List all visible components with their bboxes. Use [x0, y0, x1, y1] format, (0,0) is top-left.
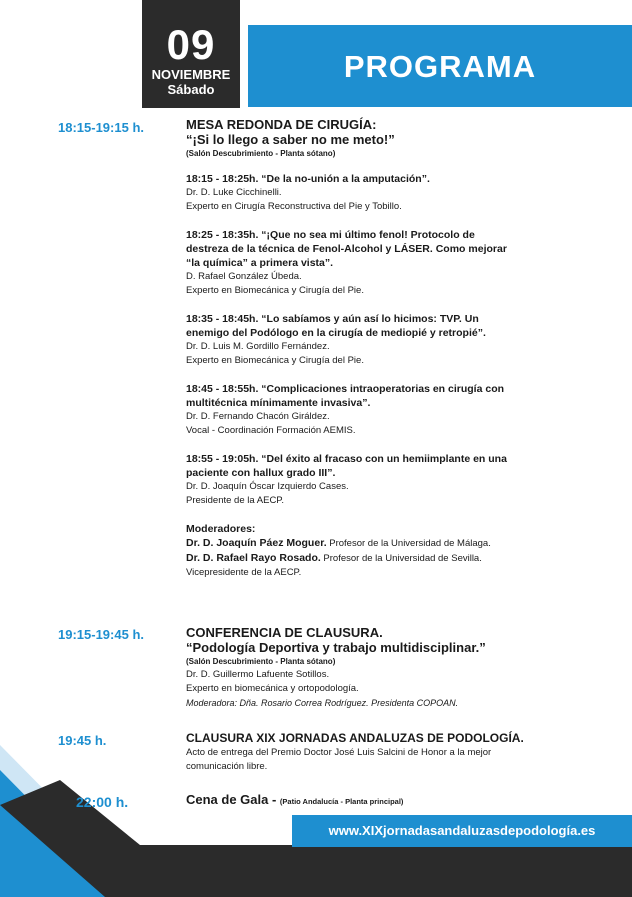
talk-title-line: 18:45 - 18:55h. “Complicaciones intraoperatorias en cirugía con [186, 383, 505, 395]
talk-title-line: 18:15 - 18:25h. “De la no-unión a la amputación”. [186, 173, 430, 185]
talk-title-line: multitécnica mínimamente invasiva”. [186, 397, 371, 409]
talk-speaker: D. Rafael González Úbeda. [186, 271, 302, 282]
page-title: PROGRAMA [343, 49, 537, 84]
talk-role: Vocal - Coordinación Formación AEMIS. [186, 425, 356, 436]
moderator-2-name: Dr. D. Rafael Rayo Rosado. [186, 552, 321, 564]
talk-title-line: 18:25 - 18:35h. “¡Que no sea mi último fenol! Protocolo de [186, 229, 475, 241]
moderator-2-role: Vicepresidente de la AECP. [186, 567, 302, 578]
talk-role: Experto en Cirugía Reconstructiva del Pie y Tobillo. [186, 201, 402, 212]
date-weekday: Sábado [167, 82, 215, 97]
session2-title: CONFERENCIA DE CLAUSURA. [186, 625, 383, 640]
session2-room: (Salón Descubrimiento - Planta sótano) [186, 657, 336, 666]
talk-role: Presidente de la AECP. [186, 495, 285, 506]
talk-title-line: 18:55 - 19:05h. “Del éxito al fracaso con un hemiimplante en una [186, 453, 507, 465]
session2-subtitle: “Podología Deportiva y trabajo multidisciplinar.” [186, 640, 486, 655]
date-day: 09 [166, 21, 216, 68]
session4-time: 22:00 h. [76, 794, 129, 810]
talk-title-line: destreza de la técnica de Fenol-Alcohol y LÁSER. Como mejorar [186, 243, 507, 255]
session3-desc-1: Acto de entrega del Premio Doctor José Luis Salcini de Honor a la mejor [186, 747, 492, 758]
session4-place: (Patio Andalucía - Planta principal) [279, 797, 404, 806]
talk-speaker: Dr. D. Fernando Chacón Giráldez. [186, 411, 330, 422]
talk-speaker: Dr. D. Luis M. Gordillo Fernández. [186, 341, 330, 352]
session1-room: (Salón Descubrimiento - Planta sótano) [186, 149, 336, 158]
moderator-1-desc: Profesor de la Universidad de Málaga. [326, 538, 491, 549]
session4-title: Cena de Gala - [186, 792, 280, 807]
talk-role: Experto en Biomecánica y Cirugía del Pie. [186, 285, 364, 296]
session3-time: 19:45 h. [58, 733, 107, 748]
moderator-2-desc: Profesor de la Universidad de Sevilla. [320, 553, 482, 564]
session1-subtitle: “¡Si lo llego a saber no me meto!” [186, 132, 395, 147]
session3-title: CLAUSURA XIX JORNADAS ANDALUZAS DE PODOLOGÍA. [186, 731, 524, 745]
talk-title-line: 18:35 - 18:45h. “Lo sabíamos y aún así lo hicimos: TVP. Un [186, 313, 479, 325]
talk-speaker: Dr. D. Joaquín Óscar Izquierdo Cases. [186, 481, 349, 492]
talk-title-line: enemigo del Podólogo en la cirugía de mediopié y retropié”. [186, 327, 486, 339]
moderators-heading: Moderadores: [186, 523, 256, 535]
session2-moderator: Moderadora: Dña. Rosario Correa Rodríguez. Presidenta COPOAN. [186, 698, 459, 708]
session1-time: 18:15-19:15 h. [58, 120, 144, 135]
talk-title-line: paciente con hallux grado III”. [186, 467, 336, 479]
website-url[interactable]: www.XIXjornadasandaluzasdepodología.es [328, 823, 596, 838]
session4-content [186, 792, 586, 808]
talk-role: Experto en Biomecánica y Cirugía del Pie. [186, 355, 364, 366]
moderator-1-name: Dr. D. Joaquín Páez Moguer. [186, 537, 327, 549]
date-month: NOVIEMBRE [151, 67, 231, 82]
session2-time: 19:15-19:45 h. [58, 627, 144, 642]
talk-title-line: “la química” a primera vista”. [186, 257, 334, 269]
talk-speaker: Dr. D. Luke Cicchinelli. [186, 187, 282, 198]
session3-desc-2: comunicación libre. [186, 761, 268, 772]
session2-speaker: Dr. D. Guillermo Lafuente Sotillos. [186, 669, 330, 680]
session2-role: Experto en biomecánica y ortopodología. [186, 683, 359, 694]
session1-title: MESA REDONDA DE CIRUGÍA: [186, 117, 377, 132]
url-bar [292, 815, 632, 847]
